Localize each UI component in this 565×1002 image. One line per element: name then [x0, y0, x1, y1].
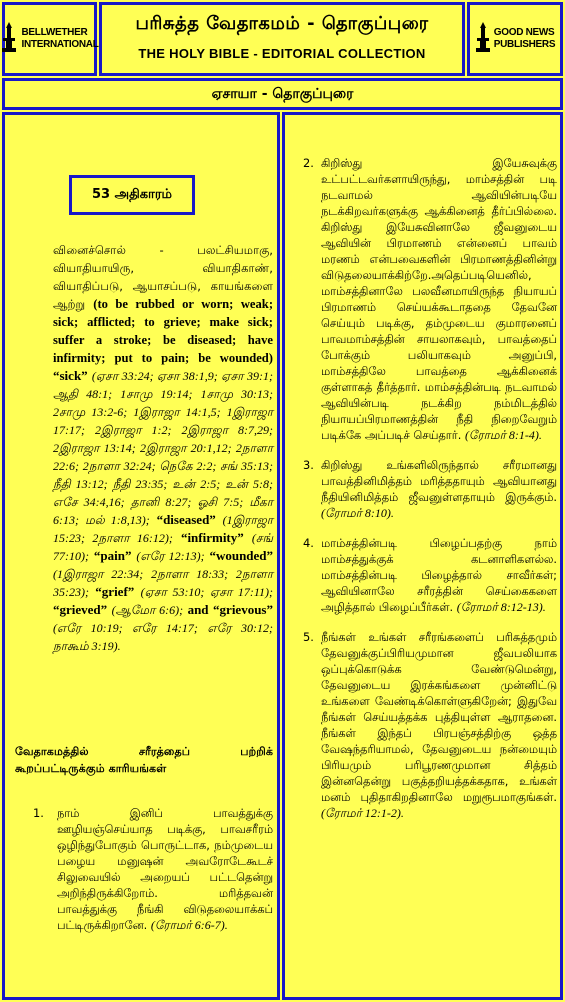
- good-news-logo-text: [494, 27, 555, 51]
- item-text: [321, 535, 557, 615]
- item-text: [321, 629, 557, 821]
- bellwether-logo: [2, 2, 97, 76]
- term-pain: “pain”: [93, 548, 132, 563]
- left-list: [15, 805, 273, 933]
- refs-grieved: (ஆமோ 6:6);: [111, 603, 184, 617]
- good-news-logo: [467, 2, 563, 76]
- logo-line: BELLWETHER: [21, 27, 88, 38]
- term-grief: “grief”: [95, 584, 135, 599]
- item-number: 4.: [303, 536, 314, 550]
- list-item: [295, 629, 557, 821]
- term-infirmity: “infirmity”: [180, 530, 244, 545]
- refs-infirmity: (சங் 77:10);: [53, 531, 274, 563]
- refs-pain: (எரே 12:13);: [136, 549, 205, 563]
- term-sick: “sick”: [53, 368, 88, 383]
- word-definition: [53, 241, 273, 655]
- section-title: வேதாகமத்தில் சரீரத்தைப் பற்றிக் கூறப்பட்டிருக்கும் காரியங்கள்: [15, 745, 273, 775]
- chapter-heading: 53 அதிகாரம்: [69, 175, 195, 215]
- item-text: [321, 457, 557, 521]
- title-english: THE HOLY BIBLE - EDITORIAL COLLECTION: [138, 46, 426, 61]
- refs-wounded: (1இராஜா 22:34; 2நாளா 18:33; 2நாளா 35:23);: [53, 567, 273, 599]
- item-text: [57, 805, 273, 933]
- list-item: [295, 155, 557, 443]
- item-number: 3.: [303, 458, 314, 472]
- item-reference: (ரோமர் 8:10).: [321, 506, 394, 520]
- item-reference: (ரோமர் 8:12-13).: [456, 600, 546, 614]
- term-grieved: “grieved”: [53, 602, 108, 617]
- term-wounded: “wounded”: [209, 548, 274, 563]
- logo-line: INTERNATIONAL: [21, 39, 99, 50]
- right-list: [295, 155, 557, 835]
- right-column: [282, 112, 563, 1000]
- definition-english: (to be rubbed or worn; weak; sick; afflicted; to grieve; make sick; suffer a stroke; be diseased; have infirmity; put to pain; be wounded): [53, 297, 274, 365]
- item-body: நாம் இனிப் பாவத்துக்கு ஊழியஞ்செய்யாத படிக்கு, பாவசரீரம் ஒழிந்துபோகும் பொருட்டாக, நம்முடைய பழைய மனுஷன் அவரோடேகூடச் சிலுவையில் அறையப் பட்டதென்று அறிந்திருக்கிறோம். மரித்தவன் பாவத்துக்கு நீங்கி விடுதலையாக்கப் பட்டிருக்கிறானே.: [57, 806, 273, 932]
- item-reference: (ரோமர் 6:6-7).: [150, 918, 228, 932]
- logo-line: GOOD NEWS: [493, 27, 555, 38]
- item-body: நீங்கள் உங்கள் சரீரங்களைப் பரிசுத்தமும் தேவனுக்குப்பிரியமுமான ஜீவபலியாக ஒப்புக்கொடுக்க வேண்டுமென்று, தேவனுடைய இரக்கங்களை முன்னிட்டு உங்களை வேண்டிக்கொள்ளுகிறேன்; இதுவே நீங்கள் செய்யத்தக்க புத்தியுள்ள ஆராதனை. நீங்கள் இந்தப் பிரபஞ்சத்திற்கு ஒத்த வேஷந்தரியாமல், தேவனுடைய நன்மையும் பிரியமும் பரிபூரணமுமான சித்தம் இன்னதென்று பகுத்தறியத்தக்கதாக, உங்கள் மனம் புதிதாகிறதினாலே மறுரூபமாகுங்கள்.: [321, 630, 557, 804]
- item-number: 1.: [33, 806, 44, 820]
- title-tamil: பரிசுத்த வேதாகமம் - தொகுப்புரை: [135, 13, 429, 34]
- good-news-logo-icon: [475, 20, 491, 58]
- word-and: and: [187, 602, 209, 617]
- item-reference: (ரோமர் 12:1-2).: [321, 806, 404, 820]
- item-number: 2.: [303, 156, 314, 170]
- refs-diseased: (1இராஜா 15:23; 2நாளா 16:12);: [53, 513, 273, 545]
- refs-sick: (ஏசா 33:24; ஏசா 38:1,9; ஏசா 39:1; ஆதி 48:1; 1சாமு 19:14; 1சாமு 30:13; 2சாமு 13:2-6; 1இராஜா 14:1,5; 1இராஜா 17:17; 2இராஜா 1:2; 2இராஜா 8:7,29; 2இராஜா 13:14; 2இராஜா 20:1,12; 2நாளா 22:6; 2நாளா 32:24; நெகே 2:2; சங் 35:13; நீதி 13:12; நீதி 23:35; உன் 2:5; உன் 5:8; எசே 34:4,16; தானி 8:27; ஓசி 7:5; மீகா 6:13; மல் 1:8,13);: [53, 369, 273, 527]
- list-item: [15, 805, 273, 933]
- subtitle-bar: [2, 78, 563, 110]
- page-header: [99, 2, 465, 76]
- item-text: [321, 155, 557, 443]
- bellwether-logo-text: [21, 27, 98, 51]
- definition-tamil: வினைச்சொல் - பலட்சியமாகு, வியாதியாயிரு, வியாதிகாண், வியாதிப்படு, ஆயாசப்படு, காயங்களை ஆற்று: [53, 243, 273, 311]
- logo-line: PUBLISHERS: [493, 39, 556, 50]
- item-body: கிறிஸ்து இயேசுவுக்கு உட்பட்டவர்களாயிருந்து, மாம்சத்தின் படி நடவாமல் ஆவியின்படியே நடக்கிறவர்களுக்கு ஆக்கினைத் தீர்ப்பில்லை. கிறிஸ்து இயேசுவினாலே ஜீவனுடைய ஆவியின் பிரமாணம் என்னைப் பாவம் மரணம் என்பவைகளின் பிரமாணத்தினின்று விடுதலையாக்கிற்றே.அதெப்படியெனில், மாம்சத்தினாலே பலவீனமாயிருந்த நியாயப் பிரமாணம் செய்யக்கூடாததை தேவனே செய்யும் படிக்கு, தம்முடைய குமாரனைப் பாவமாம்சத்தின் சாயலாகவும், பாவத்தைப் போக்கும் பலியாகவும் அனுப்பி, மாம்சத்திலே பாவத்தை ஆக்கினைக் குள்ளாகத் தீர்த்தார். மாம்சத்தின்படி நடவாமல் ஆவியின்படி நடக்கிற நம்மிடத்தில் நியாயப்பிரமாணத்தின் நீதி நிறைவேறும் படிக்கே அப்படிச் செய்தார்.: [321, 156, 557, 442]
- refs-grievous: (எரே 10:19; எரே 14:17; எரே 30:12; நாகூம் 3:19).: [53, 621, 273, 653]
- term-diseased: “diseased”: [156, 512, 216, 527]
- list-item: [295, 535, 557, 615]
- term-grievous: “grievous”: [213, 602, 273, 617]
- bellwether-logo-icon: [0, 20, 18, 58]
- book-subtitle: ஏசாயா - தொகுப்புரை: [211, 86, 354, 102]
- left-column: [2, 112, 280, 1000]
- refs-grief: (ஏசா 53:10; ஏசா 17:11);: [140, 585, 273, 599]
- item-body: மாம்சத்தின்படி பிழைப்பதற்கு நாம் மாம்சத்துக்குக் கடனாளிகளல்ல. மாம்சத்தின்படி பிழைத்தால் சாவீர்கள்; ஆவியினாலே சரீரத்தின் செய்கைகளை அழித்தால் பிழைப்பீர்கள்.: [321, 536, 557, 614]
- item-number: 5.: [303, 630, 314, 644]
- item-reference: (ரோமர் 8:1-4).: [464, 428, 542, 442]
- list-item: [295, 457, 557, 521]
- item-body: கிறிஸ்து உங்களிலிருந்தால் சரீரமானது பாவத்தினிமித்தம் மரித்ததாயும் ஆவியானது நீதியினிமித்தம் ஜீவனுள்ளதாயும் இருக்கும்.: [321, 458, 557, 504]
